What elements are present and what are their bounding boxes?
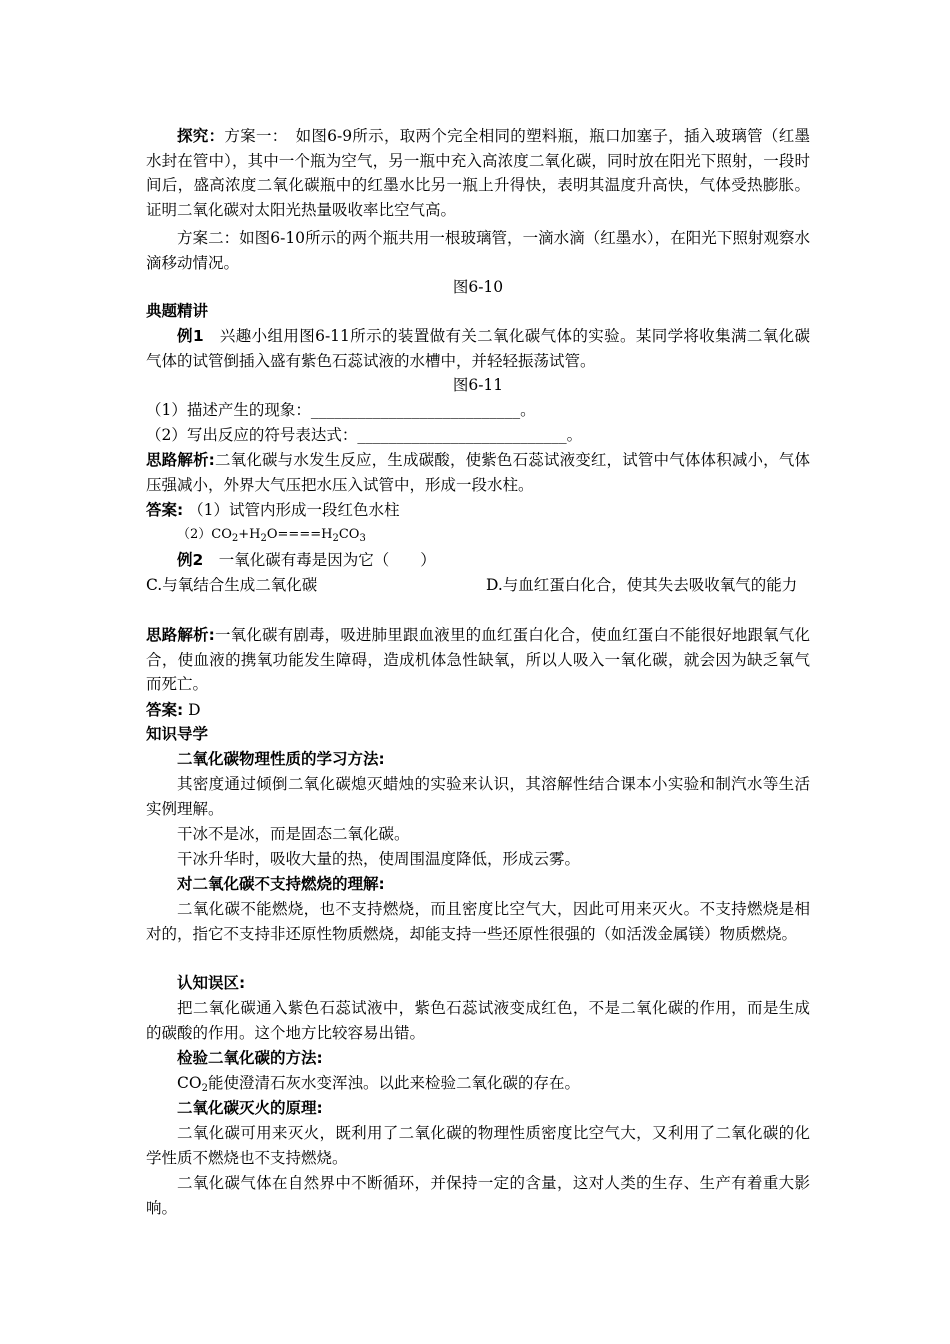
explore-plan-one: [146, 124, 810, 222]
option-c: C.与氧结合生成二氧化碳: [146, 576, 318, 594]
answer-1-label: 答案:: [146, 501, 184, 519]
equation-subscript: 2: [260, 533, 267, 544]
example-1-label: 例1: [177, 327, 204, 345]
guide-para-5-2: 二氧化碳气体在自然界中不断循环，并保持一定的含量，这对人类的生存、生产有着重大影响。: [146, 1174, 810, 1217]
option-d: [486, 573, 810, 598]
answer-2: [146, 698, 810, 723]
figure-caption-6-11: 图6-11: [452, 376, 504, 394]
co2-subscript: 2: [201, 1083, 208, 1094]
example-1: [146, 324, 810, 373]
guide-title-2: 对二氧化碳不支持燃烧的理解:: [177, 875, 385, 893]
example-2-label: 例2: [177, 551, 204, 569]
guide-para-3-1: 把二氧化碳通入紫色石蕊试液中，紫色石蕊试液变成红色，不是二氧化碳的作用，而是生成的碳酸的作用。这个地方比较容易出错。: [146, 999, 810, 1042]
analysis-2-text: 一氧化碳有剧毒，吸进肺里跟血液里的血红蛋白化合，使血红蛋白不能很好地跟氧气化合，使血液的携氧功能发生障碍，造成机体急性缺氧，所以人吸入一氧化碳，就会因为缺乏氧气而死亡。: [146, 626, 810, 693]
question-2: （2）写出反应的符号表达式：___________________________。: [146, 426, 583, 444]
answer-2-label: 答案:: [146, 701, 184, 719]
guide-para-2-1: 二氧化碳不能燃烧，也不支持燃烧，而且密度比空气大，因此可用来灭火。不支持燃烧是相对的，指它不支持非还原性物质燃烧，却能支持一些还原性很强的（如活泼金属镁）物质燃烧。: [146, 900, 810, 943]
analysis-1-text: 二氧化碳与水发生反应，生成碳酸，使紫色石蕊试液变红，试管中气体体积减小，气体压强减小，外界大气压把水压入试管中，形成一段水柱。: [146, 451, 810, 494]
question-1: （1）描述产生的现象：___________________________。: [146, 401, 536, 419]
co2-text: CO: [177, 1074, 202, 1092]
guide-title-5: 二氧化碳灭火的原理:: [177, 1099, 323, 1117]
guide-para-1-1: 其密度通过倾倒二氧化碳熄灭蜡烛的实验来认识，其溶解性结合课本小实验和制汽水等生活实例理解。: [146, 775, 810, 818]
section-heading-examples: 典题精讲: [146, 302, 209, 320]
guide-para-5-1: 二氧化碳可用来灭火，既利用了二氧化碳的物理性质密度比空气大，又利用了二氧化碳的化学性质不燃烧也不支持燃烧。: [146, 1124, 810, 1167]
equation-subscript: 3: [359, 533, 366, 544]
analysis-2: [146, 623, 810, 697]
explore-label: 探究：: [177, 127, 225, 145]
guide-title-4: 检验二氧化碳的方法:: [177, 1049, 323, 1067]
equation-part: O====H: [266, 527, 333, 542]
figure-caption-6-10: 图6-10: [452, 278, 504, 296]
equation-subscript: 2: [332, 533, 339, 544]
equation-part: （2）CO: [177, 527, 232, 542]
guide-para-1-2: 干冰不是冰，而是固态二氧化碳。: [177, 825, 410, 843]
explore-plan-two: 方案二：如图6-10所示的两个瓶共用一根玻璃管，一滴水滴（红墨水），在阳光下照射观察水滴移动情况。: [146, 229, 810, 272]
equation-subscript: 2: [231, 533, 239, 544]
answer-1-line-a: [146, 498, 810, 523]
example-2: [146, 548, 810, 573]
guide-para-1-3: 干冰升华时，吸收大量的热，使周围温度降低，形成云雾。: [177, 850, 581, 868]
guide-title-3: 认知误区:: [177, 974, 246, 992]
guide-title-1: 二氧化碳物理性质的学习方法:: [177, 750, 385, 768]
equation-part: +H: [238, 527, 261, 542]
equation-part: CO: [338, 527, 360, 542]
analysis-1-label: 思路解析:: [146, 451, 215, 469]
example-1-text: 兴趣小组用图6-11所示的装置做有关二氧化碳气体的实验。某同学将收集满二氧化碳气体的试管倒插入盛有紫色石蕊试液的水槽中，并轻轻振荡试管。: [146, 327, 810, 370]
option-d-text: D.与血红蛋白化合，使其失去吸收氧气的能力: [486, 576, 798, 594]
explore-plan-one-text: 方案一： 如图6-9所示，取两个完全相同的塑料瓶，瓶口加塞子，插入玻璃管（红墨水封在管中），其中一个瓶为空气，另一瓶中充入高浓度二氧化碳，同时放在阳光下照射，一段时间后，盛高浓度二氧化碳瓶中的红墨水比另一瓶上升得快，表明其温度升高快，气体受热膨胀。证明二氧化碳对太阳光热量吸收率比空气高。: [146, 127, 810, 219]
analysis-1: [146, 448, 810, 497]
answer-2-text: D: [188, 701, 201, 719]
example-2-text: 一氧化碳有毒是因为它（ ）: [203, 551, 436, 569]
analysis-2-label: 思路解析:: [146, 626, 215, 644]
section-heading-guide: 知识导学: [146, 725, 209, 743]
answer-1-a-text: （1）试管内形成一段红色水柱: [188, 501, 400, 519]
guide-para-4-1-text: 能使澄清石灰水变浑浊。以此来检验二氧化碳的存在。: [207, 1074, 580, 1092]
